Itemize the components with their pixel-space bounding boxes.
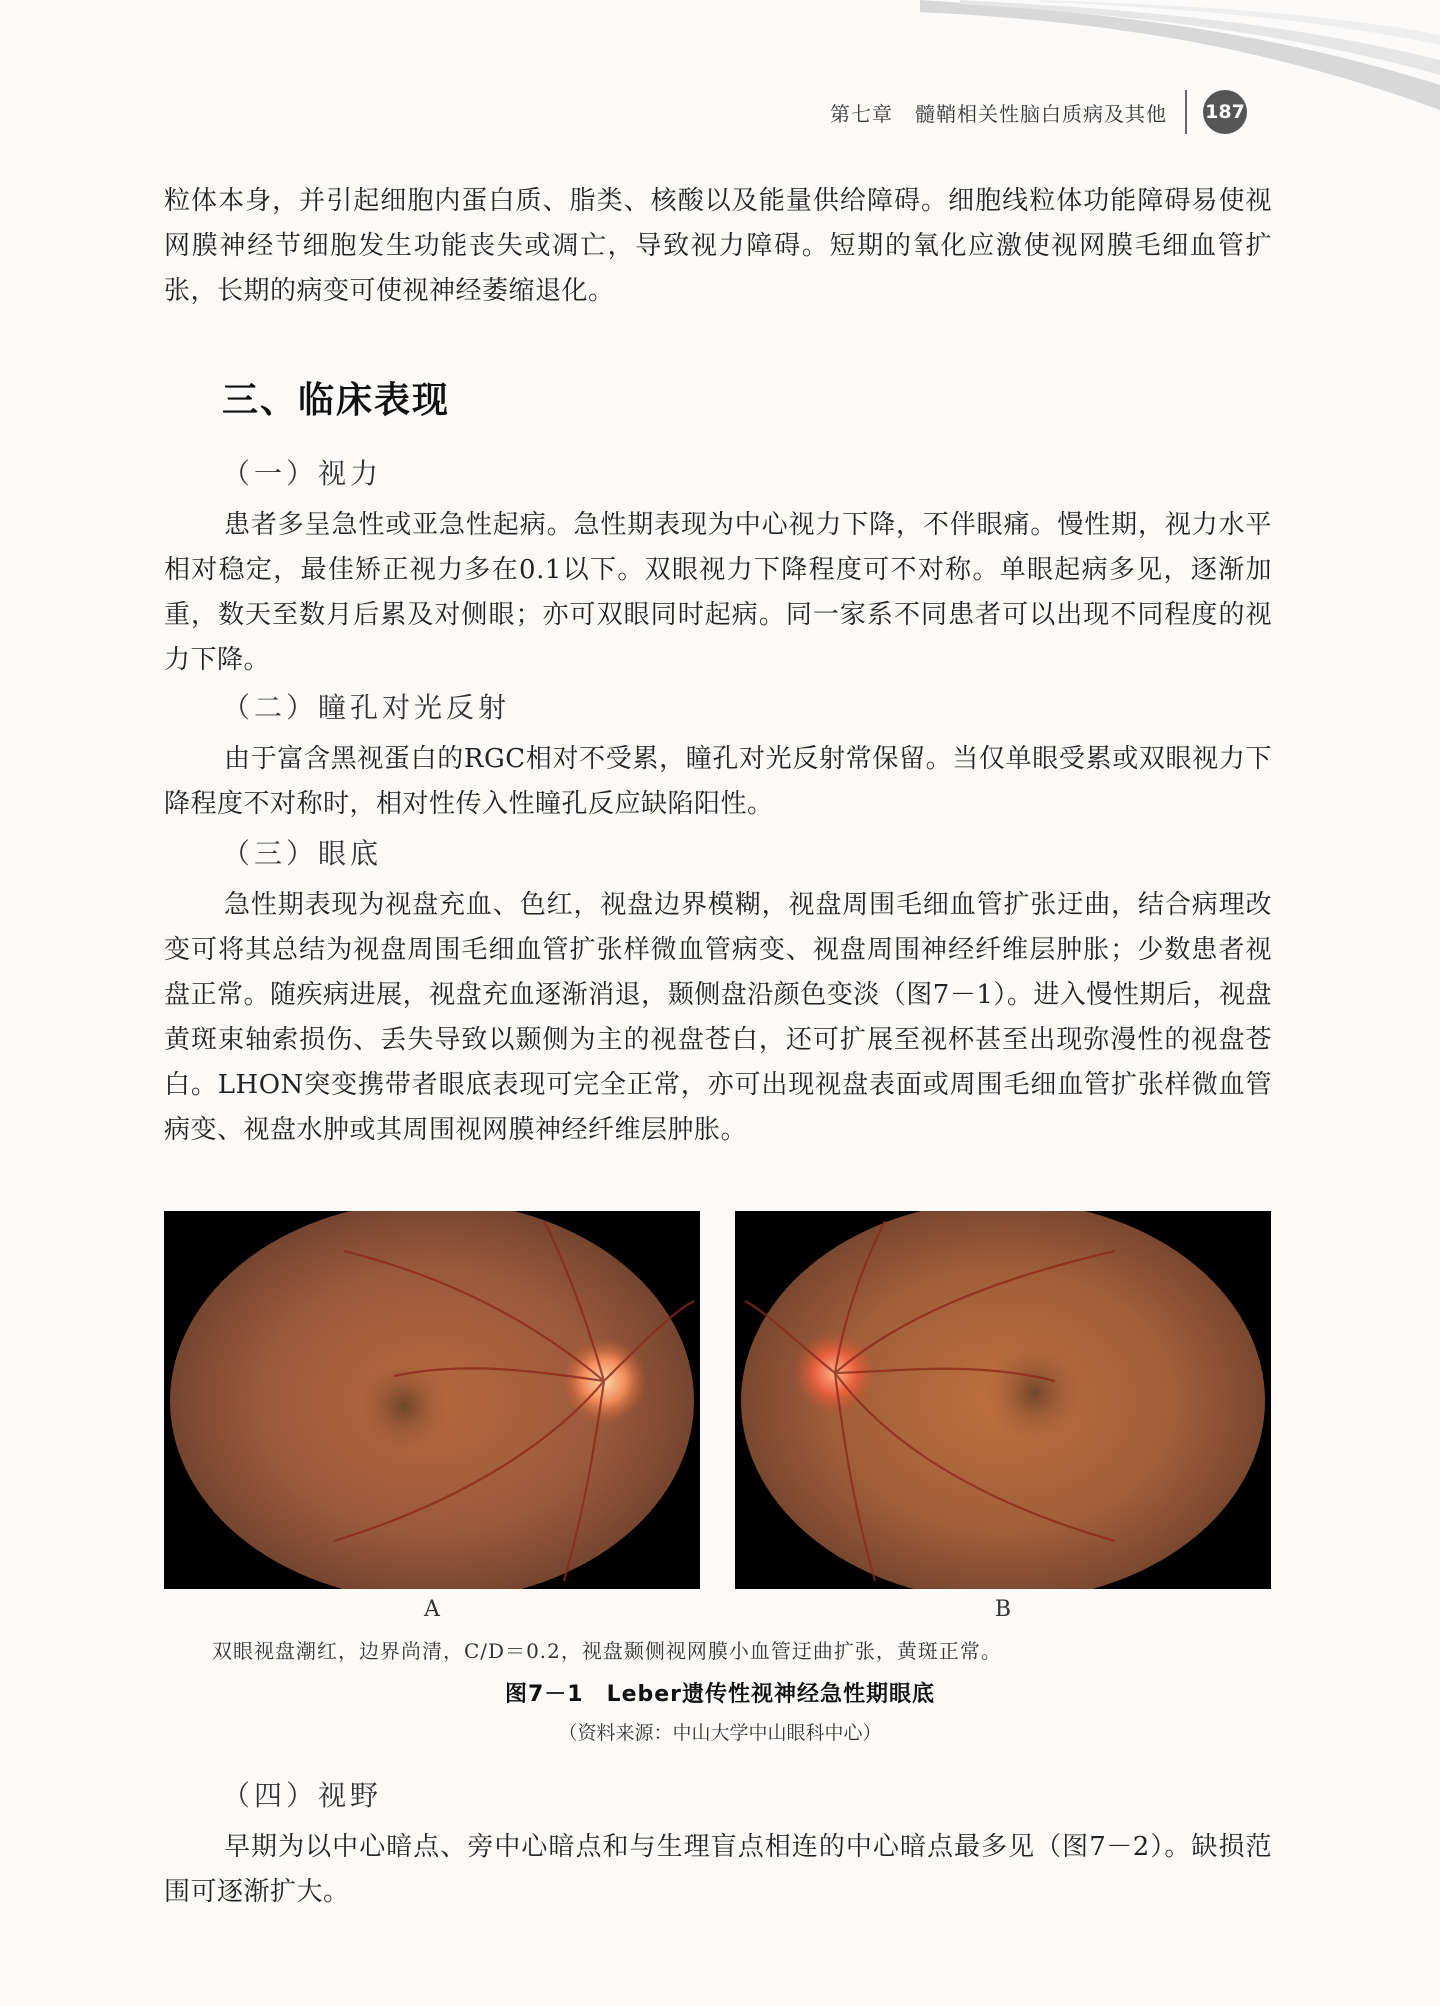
intro-paragraph: 粒体本身，并引起细胞内蛋白质、脂类、核酸以及能量供给障碍。细胞线粒体功能障碍易使视网膜神经节细胞发生功能丧失或凋亡，导致视力障碍。短期的氧化应激使视网膜毛细血管扩张，长期的病变可使视神经萎缩退化。 — [164, 186, 1272, 306]
visual-field-paragraph: 早期为以中心暗点、旁中心暗点和与生理盲点相连的中心暗点最多见（图7－2）。缺损范围可逐渐扩大。 — [164, 1832, 1272, 1907]
running-head — [830, 92, 1247, 132]
figure-source: （资料来源：中山大学中山眼科中心） — [558, 1722, 882, 1744]
header-divider — [1185, 90, 1187, 134]
panel-label-b: B — [994, 1597, 1012, 1622]
fundus-photo-a — [164, 1211, 700, 1589]
vision-paragraph: 患者多呈急性或亚急性起病。急性期表现为中心视力下降，不伴眼痛。慢性期，视力水平相对稳定，最佳矫正视力多在0.1以下。双眼视力下降程度可不对称。单眼起病多见，逐渐加重，数天至数月后累及对侧眼；亦可双眼同时起病。同一家系不同患者可以出现不同程度的视力下降。 — [164, 510, 1272, 675]
subhead-visual-field: （四）视野 — [222, 1779, 383, 1812]
pupil-paragraph: 由于富含黑视蛋白的RGC相对不受累，瞳孔对光反射常保留。当仅单眼受累或双眼视力下降程度不对称时，相对性传入性瞳孔反应缺陷阳性。 — [164, 744, 1272, 819]
chapter-number: 第七章 — [830, 101, 893, 126]
figure-caption: 双眼视盘潮红，边界尚清，C/D＝0.2，视盘颞侧视网膜小血管迂曲扩张，黄斑正常。 — [212, 1639, 1002, 1663]
chapter-title: 髓鞘相关性脑白质病及其他 — [915, 101, 1167, 126]
panel-label-a: A — [424, 1597, 440, 1622]
section-title: 三、临床表现 — [222, 380, 451, 421]
subhead-vision: （一）视力 — [222, 457, 383, 490]
page-number: 187 — [1203, 90, 1247, 134]
subhead-fundus: （三）眼底 — [222, 837, 383, 870]
figure-title: 图7－1 Leber遗传性视神经急性期眼底 — [504, 1682, 936, 1707]
fundus-paragraph: 急性期表现为视盘充血、色红，视盘边界模糊，视盘周围毛细血管扩张迂曲，结合病理改变可将其总结为视盘周围毛细血管扩张样微血管病变、视盘周围神经纤维层肿胀；少数患者视盘正常。随疾病进展，视盘充血逐渐消退，颞侧盘沿颜色变淡（图7－1）。进入慢性期后，视盘黄斑束轴索损伤、丢失导致以颞侧为主的视盘苍白，还可扩展至视杯甚至出现弥漫性的视盘苍白。LHON突变携带者眼底表现可完全正常，亦可出现视盘表面或周围毛细血管扩张样微血管病变、视盘水肿或其周围视网膜神经纤维层肿胀。 — [164, 890, 1272, 1145]
subhead-pupil: （二）瞳孔对光反射 — [222, 691, 511, 724]
fundus-photo-b — [735, 1211, 1271, 1589]
